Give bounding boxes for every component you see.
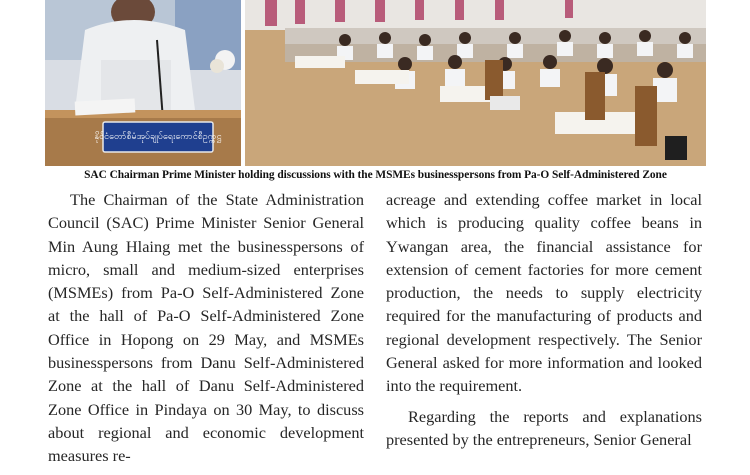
article-paragraph: acreage and extending coffee market in local which is producing quality coffee beans in Ywangan area, the financial assistance for extension of cement factories for more cement production, the needs to supply electricity required for the manufacturing of products and regional development respectively. The Senior General asked for more information and looked into the requirement. — [386, 190, 702, 396]
nameplate: နိုင်ငံတော်စီမံအုပ်ချုပ်ရေးကောင်စီဥက္ကဋ္ဌ — [94, 131, 222, 142]
news-photo — [45, 0, 706, 166]
article-column-right — [386, 188, 702, 458]
article-column-left — [48, 188, 364, 475]
article-paragraph: The Chairman of the State Administration Council (SAC) Prime Minister Senior General Min Aung Hlaing met the businesspersons of micro, small and medium-sized enterprises (MSMEs) from Pa-O Self-Administered Zone at the hall of Pa-O Self-Administered Zone Office in Hopong on 29 May, and MSMEs businesspersons from Danu Self-Administered Zone at the hall of Danu Self-Administered Zone Office in Pindaya on 30 May, to discuss about regional and economic development measures re- — [48, 190, 364, 466]
article-paragraph: Regarding the reports and explanations presented by the entrepreneurs, Senior General — [386, 406, 702, 449]
photo-caption: SAC Chairman Prime Minister holding discussions with the MSMEs businesspersons from Pa-O Self-Administered Zone — [84, 169, 667, 181]
meeting-hall-photo-panel — [245, 0, 706, 166]
